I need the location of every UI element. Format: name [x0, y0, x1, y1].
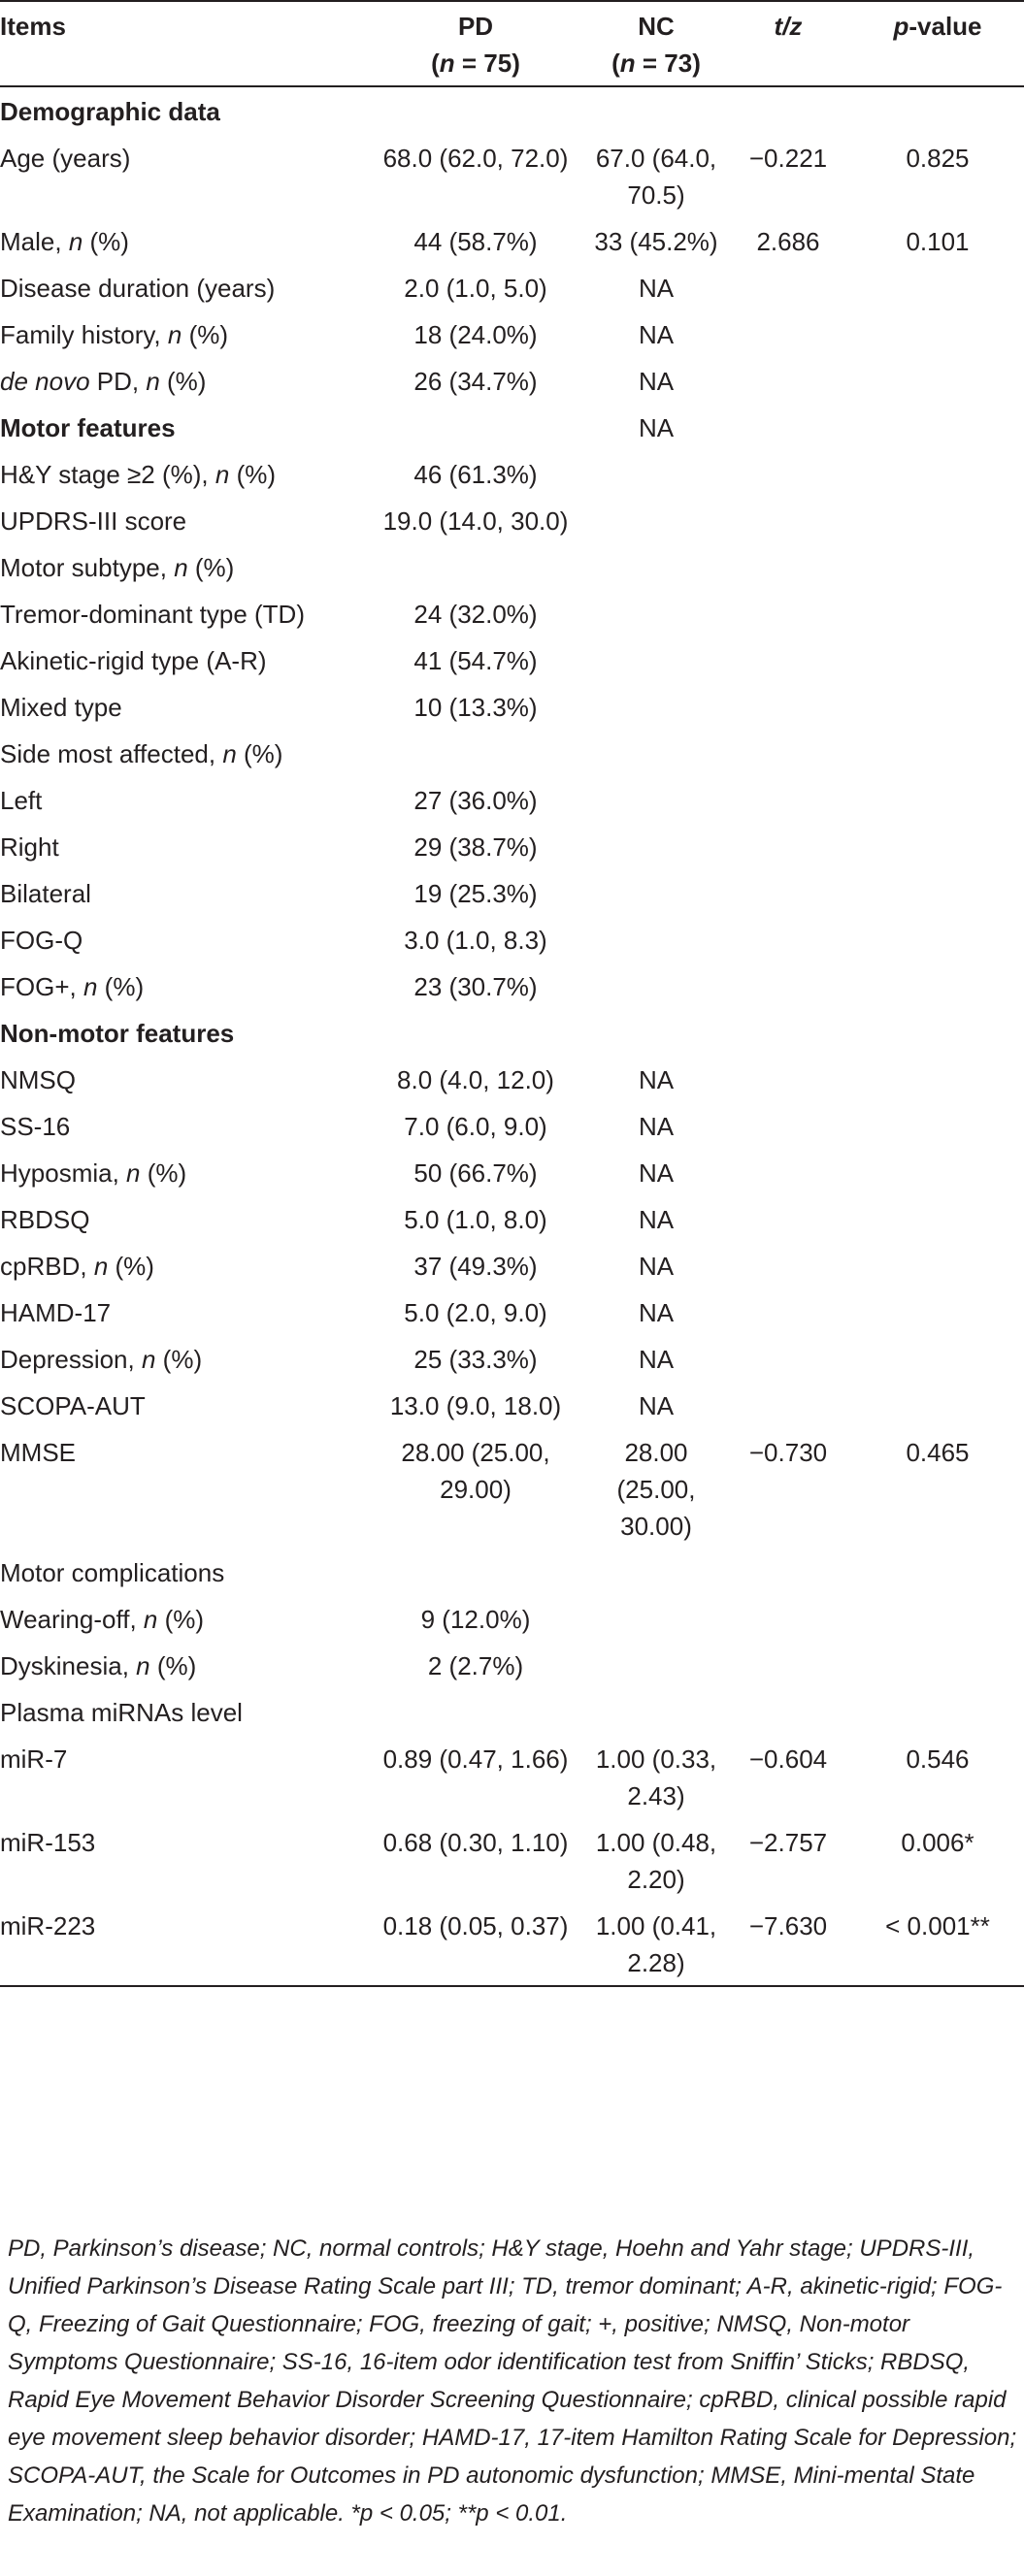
nc-value	[587, 497, 725, 543]
nc-value: NA	[638, 413, 675, 442]
nc-value: NA	[638, 1252, 675, 1281]
pd-value: 2 (2.7%)	[427, 1651, 524, 1680]
tz-value	[725, 1642, 851, 1688]
row-label	[0, 1288, 364, 1335]
nc-value: 1.00 (0.48, 2.20)	[595, 1828, 717, 1894]
table-row	[0, 450, 1024, 497]
row-label	[0, 543, 364, 590]
pd-value: 25 (33.3%)	[413, 1345, 538, 1374]
row-label-suffix: (%)	[149, 1651, 197, 1680]
tz-value	[725, 823, 851, 869]
nc-value: 28.00 (25.00, 30.00)	[616, 1438, 696, 1541]
row-label-suffix: (%)	[159, 367, 207, 396]
row-label	[0, 1056, 364, 1102]
tz-value: 2.686	[756, 227, 820, 256]
row-label	[0, 683, 364, 730]
pd-value: 50 (66.7%)	[413, 1158, 538, 1188]
tz-value	[725, 1102, 851, 1149]
tz-value	[725, 1595, 851, 1642]
table-row	[0, 823, 1024, 869]
pd-value: 3.0 (1.0, 8.3)	[404, 926, 547, 955]
table-row	[0, 1428, 1024, 1549]
table-row	[0, 1688, 1024, 1735]
pd-value: 8.0 (4.0, 12.0)	[397, 1065, 554, 1094]
nc-value	[587, 1549, 725, 1595]
p-value	[851, 497, 1024, 543]
pd-value: 5.0 (1.0, 8.0)	[404, 1205, 547, 1234]
row-label-suffix: (%)	[140, 1158, 187, 1188]
pd-value: 13.0 (9.0, 18.0)	[389, 1391, 562, 1420]
nc-value: NA	[638, 1158, 675, 1188]
row-label-suffix: (%)	[236, 739, 283, 768]
row-label	[0, 962, 364, 1009]
row-label-suffix: (%)	[155, 1345, 203, 1374]
header-items-text: Items	[0, 12, 66, 41]
tz-value	[725, 1009, 851, 1056]
header-pd-n-prefix: (	[431, 49, 440, 78]
row-label-text: Side most affected,	[0, 739, 223, 768]
nc-value	[587, 776, 725, 823]
row-label-italic: n	[136, 1651, 150, 1680]
tz-value	[725, 1056, 851, 1102]
row-label-italic: n	[93, 1252, 109, 1281]
pd-value: 19.0 (14.0, 30.0)	[382, 506, 569, 536]
row-label-text: Family history,	[0, 320, 168, 349]
pd-value: 27 (36.0%)	[413, 786, 538, 815]
nc-value: 67.0 (64.0, 70.5)	[595, 144, 717, 210]
header-row	[0, 1, 1024, 86]
tz-value	[725, 590, 851, 636]
nc-value: NA	[638, 320, 675, 349]
pd-value	[364, 404, 587, 450]
p-value	[851, 1288, 1024, 1335]
pd-value: 5.0 (2.0, 9.0)	[404, 1298, 547, 1327]
pd-value: 26 (34.7%)	[413, 367, 538, 396]
p-value	[851, 86, 1024, 134]
p-value	[851, 962, 1024, 1009]
row-label	[0, 636, 364, 683]
row-label	[0, 404, 364, 450]
tz-value	[725, 357, 851, 404]
row-label-text: cpRBD,	[0, 1252, 94, 1281]
tz-value	[725, 497, 851, 543]
nc-value: 1.00 (0.41, 2.28)	[595, 1911, 717, 1977]
table-row	[0, 636, 1024, 683]
nc-value	[587, 1642, 725, 1688]
table-header	[0, 1, 1024, 86]
tz-value	[725, 1688, 851, 1735]
row-label-suffix: (%)	[187, 553, 235, 582]
table-row	[0, 404, 1024, 450]
p-value	[851, 1595, 1024, 1642]
tz-value	[725, 776, 851, 823]
table-row	[0, 1818, 1024, 1902]
row-label-italic: n	[83, 972, 98, 1001]
pd-value: 7.0 (6.0, 9.0)	[404, 1112, 547, 1141]
row-label-text: HAMD-17	[0, 1298, 112, 1327]
nc-value	[587, 962, 725, 1009]
row-label-italic: n	[141, 1345, 156, 1374]
row-label-text: Non-motor features	[0, 1019, 235, 1048]
table-footnote: PD, Parkinson’s disease; NC, normal controls; H&Y stage, Hoehn and Yahr stage; UPDRS-III, Unified Parkinson’s Disease Rating Scale part III; TD, tremor dominant; A-R, akinetic-rigid; FOG-Q, Freezing of Gait Questionnaire; FOG, freezing of gait; +, positive; NMSQ, Non-motor Symptoms Questionnaire; SS-16, 16-item odor identification test from Sniffin’ Sticks; RBDSQ, Rapid Eye Movement Behavior Disorder Screening Questionnaire; cpRBD, clinical possible rapid eye movement sleep behavior disorder; HAMD-17, 17-item Hamilton Rating Scale for Depression; SCOPA-AUT, the Scale for Outcomes in PD autonomic dysfunction; MMSE, Mini-mental State Examination; NA, not applicable. *p < 0.05; **p < 0.01.	[8, 2235, 1017, 2527]
p-value: 0.825	[906, 144, 970, 173]
pd-value	[364, 1688, 587, 1735]
row-label-text: miR-7	[0, 1745, 68, 1774]
row-label-italic: n	[167, 320, 182, 349]
header-nc	[587, 1, 725, 86]
pd-value: 28.00 (25.00, 29.00)	[401, 1438, 550, 1504]
row-label-text: SCOPA-AUT	[0, 1391, 146, 1420]
row-label	[0, 264, 364, 310]
row-label	[0, 1902, 364, 1986]
p-value	[851, 869, 1024, 916]
table-row	[0, 217, 1024, 264]
pd-value	[364, 730, 587, 776]
table-row	[0, 1195, 1024, 1242]
row-label-text: Motor complications	[0, 1558, 225, 1587]
table-row	[0, 86, 1024, 134]
row-label-prefix-italic: de novo	[0, 367, 90, 396]
row-label-text: Hyposmia,	[0, 1158, 127, 1188]
row-label	[0, 1335, 364, 1382]
nc-value	[587, 683, 725, 730]
header-nc-text: NC	[638, 12, 675, 41]
row-label	[0, 1549, 364, 1595]
p-value	[851, 1382, 1024, 1428]
table-row	[0, 683, 1024, 730]
p-value	[851, 404, 1024, 450]
nc-value: NA	[638, 274, 675, 303]
row-label-suffix: (%)	[83, 227, 129, 256]
p-value	[851, 776, 1024, 823]
row-label-suffix: (%)	[229, 460, 277, 489]
header-nc-n-prefix: (	[611, 49, 620, 78]
table-body	[0, 86, 1024, 1986]
row-label	[0, 497, 364, 543]
row-label-text: FOG-Q	[0, 926, 83, 955]
row-label	[0, 450, 364, 497]
row-label	[0, 1688, 364, 1735]
row-label	[0, 1102, 364, 1149]
row-label-text: Left	[0, 786, 43, 815]
nc-value	[587, 636, 725, 683]
row-label-italic: n	[146, 367, 160, 396]
p-value	[851, 590, 1024, 636]
nc-value	[587, 869, 725, 916]
row-label-text: Wearing-off,	[0, 1605, 144, 1634]
row-label	[0, 1818, 364, 1902]
row-label-italic: n	[215, 460, 230, 489]
nc-value: NA	[638, 1205, 675, 1234]
row-label-text: RBDSQ	[0, 1205, 90, 1234]
row-label-text: Male,	[0, 227, 69, 256]
header-tz-text: t/z	[774, 12, 803, 41]
nc-value: NA	[638, 1298, 675, 1327]
table-row	[0, 590, 1024, 636]
row-label-text: SS-16	[0, 1112, 71, 1141]
pd-value: 10 (13.3%)	[413, 693, 538, 722]
row-label-text: Depression,	[0, 1345, 142, 1374]
row-label-text: PD,	[89, 367, 147, 396]
table-row	[0, 869, 1024, 916]
row-label-text: UPDRS-III score	[0, 506, 187, 536]
table-row	[0, 1549, 1024, 1595]
nc-value: 33 (45.2%)	[594, 227, 718, 256]
p-value	[851, 730, 1024, 776]
p-value: 0.546	[906, 1745, 970, 1774]
tz-value	[725, 264, 851, 310]
row-label-italic: n	[222, 739, 237, 768]
p-value: < 0.001**	[885, 1911, 990, 1940]
tz-value: −0.730	[748, 1438, 828, 1467]
row-label	[0, 823, 364, 869]
header-pd-text: PD	[457, 12, 494, 41]
tz-value	[725, 86, 851, 134]
p-value	[851, 1009, 1024, 1056]
pd-value: 29 (38.7%)	[413, 832, 538, 862]
row-label-text: miR-223	[0, 1911, 96, 1940]
table-row	[0, 1056, 1024, 1102]
p-value	[851, 264, 1024, 310]
tz-value	[725, 1549, 851, 1595]
header-tz	[725, 1, 851, 86]
row-label-text: FOG+,	[0, 972, 83, 1001]
nc-value: NA	[638, 1112, 675, 1141]
tz-value	[725, 1288, 851, 1335]
table-row	[0, 1335, 1024, 1382]
nc-value	[587, 823, 725, 869]
row-label-text: Mixed type	[0, 693, 122, 722]
p-value	[851, 1056, 1024, 1102]
pd-value	[364, 1549, 587, 1595]
table-row	[0, 1149, 1024, 1195]
p-value	[851, 543, 1024, 590]
row-label	[0, 1009, 364, 1056]
header-nc-n-var: n	[619, 49, 636, 78]
row-label-text: Motor subtype,	[0, 553, 175, 582]
row-label-text: Bilateral	[0, 879, 91, 908]
table-row	[0, 1735, 1024, 1818]
row-label-italic: n	[174, 553, 188, 582]
header-pd	[364, 1, 587, 86]
row-label-italic: n	[68, 227, 83, 256]
table-row	[0, 962, 1024, 1009]
nc-value	[587, 543, 725, 590]
pd-value	[364, 1009, 587, 1056]
row-label	[0, 1242, 364, 1288]
row-label-text: Plasma miRNAs level	[0, 1698, 243, 1727]
table-row	[0, 357, 1024, 404]
row-label	[0, 916, 364, 962]
pd-value: 19 (25.3%)	[413, 879, 538, 908]
row-label	[0, 1195, 364, 1242]
table-row	[0, 1642, 1024, 1688]
pd-value: 0.18 (0.05, 0.37)	[382, 1911, 569, 1940]
row-label	[0, 730, 364, 776]
nc-value	[587, 916, 725, 962]
tz-value	[725, 730, 851, 776]
p-value	[851, 1335, 1024, 1382]
row-label-text: H&Y stage ≥2 (%),	[0, 460, 215, 489]
tz-value	[725, 916, 851, 962]
row-label-suffix: (%)	[157, 1605, 205, 1634]
table-row	[0, 916, 1024, 962]
row-label	[0, 869, 364, 916]
row-label	[0, 310, 364, 357]
header-pvalue	[851, 1, 1024, 86]
p-value: 0.006*	[901, 1828, 974, 1857]
nc-value	[587, 86, 725, 134]
pd-value: 9 (12.0%)	[420, 1605, 531, 1634]
p-value	[851, 357, 1024, 404]
tz-value	[725, 543, 851, 590]
table-row	[0, 1009, 1024, 1056]
header-nc-n-value: = 73)	[635, 49, 701, 78]
nc-value: NA	[638, 1065, 675, 1094]
tz-value	[725, 1242, 851, 1288]
row-label-suffix: (%)	[182, 320, 229, 349]
p-value: 0.101	[906, 227, 970, 256]
row-label-text: NMSQ	[0, 1065, 76, 1094]
row-label	[0, 1149, 364, 1195]
nc-value: NA	[638, 1391, 675, 1420]
nc-value	[587, 590, 725, 636]
row-label	[0, 217, 364, 264]
nc-value	[587, 1595, 725, 1642]
row-label	[0, 1735, 364, 1818]
pd-value: 23 (30.7%)	[413, 972, 538, 1001]
pd-value: 0.68 (0.30, 1.10)	[382, 1828, 569, 1857]
p-value	[851, 1242, 1024, 1288]
p-value	[851, 916, 1024, 962]
tz-value	[725, 404, 851, 450]
row-label-text: MMSE	[0, 1438, 76, 1467]
p-value	[851, 1195, 1024, 1242]
table-row	[0, 1242, 1024, 1288]
tz-value	[725, 869, 851, 916]
pd-value: 18 (24.0%)	[413, 320, 538, 349]
table-row	[0, 1102, 1024, 1149]
nc-value	[587, 1009, 725, 1056]
row-label-text: miR-153	[0, 1828, 96, 1857]
pd-value: 37 (49.3%)	[413, 1252, 538, 1281]
tz-value	[725, 450, 851, 497]
row-label	[0, 1595, 364, 1642]
p-value	[851, 1688, 1024, 1735]
row-label-text: Tremor-dominant type (TD)	[0, 600, 305, 629]
tz-value: −7.630	[748, 1911, 828, 1940]
tz-value	[725, 636, 851, 683]
tz-value	[725, 1335, 851, 1382]
table-row	[0, 1595, 1024, 1642]
row-label-text: Disease duration (years)	[0, 274, 276, 303]
table-row	[0, 497, 1024, 543]
pd-value: 41 (54.7%)	[413, 646, 538, 675]
tz-value	[725, 962, 851, 1009]
pd-value	[364, 86, 587, 134]
p-value	[851, 683, 1024, 730]
row-label	[0, 590, 364, 636]
tz-value	[725, 1195, 851, 1242]
pd-value: 68.0 (62.0, 72.0)	[382, 144, 569, 173]
row-label-text: Right	[0, 832, 59, 862]
pd-value: 0.89 (0.47, 1.66)	[382, 1745, 569, 1774]
table-row	[0, 310, 1024, 357]
p-value	[851, 1149, 1024, 1195]
row-label	[0, 1642, 364, 1688]
nc-value: NA	[638, 1345, 675, 1374]
header-pvalue-p: p	[893, 12, 909, 41]
table-row	[0, 1902, 1024, 1986]
table-row	[0, 730, 1024, 776]
table-row	[0, 264, 1024, 310]
p-value	[851, 450, 1024, 497]
row-label	[0, 134, 364, 217]
row-label-suffix: (%)	[97, 972, 145, 1001]
p-value	[851, 1642, 1024, 1688]
p-value: 0.465	[906, 1438, 970, 1467]
row-label	[0, 776, 364, 823]
header-pd-n-var: n	[439, 49, 455, 78]
row-label-text: Age (years)	[0, 144, 131, 173]
p-value	[851, 310, 1024, 357]
pd-value: 46 (61.3%)	[413, 460, 538, 489]
row-label-text: Motor features	[0, 413, 176, 442]
p-value	[851, 1102, 1024, 1149]
pd-value	[364, 543, 587, 590]
header-pvalue-rest: -value	[908, 12, 982, 41]
row-label	[0, 1382, 364, 1428]
row-label-italic: n	[143, 1605, 158, 1634]
tz-value: −2.757	[748, 1828, 828, 1857]
pd-value: 44 (58.7%)	[413, 227, 538, 256]
table-row	[0, 1382, 1024, 1428]
row-label-text: Dyskinesia,	[0, 1651, 137, 1680]
nc-value	[587, 1688, 725, 1735]
tz-value	[725, 310, 851, 357]
nc-value	[587, 450, 725, 497]
row-label	[0, 86, 364, 134]
tz-value	[725, 683, 851, 730]
table-row	[0, 543, 1024, 590]
table-row	[0, 134, 1024, 217]
row-label-italic: n	[126, 1158, 141, 1188]
row-label-text: Akinetic-rigid type (A-R)	[0, 646, 267, 675]
header-pd-n-value: = 75)	[454, 49, 520, 78]
nc-value: 1.00 (0.33, 2.43)	[595, 1745, 717, 1810]
tz-value: −0.604	[748, 1745, 828, 1774]
table-row	[0, 776, 1024, 823]
pd-value: 24 (32.0%)	[413, 600, 538, 629]
p-value	[851, 1549, 1024, 1595]
table-row	[0, 1288, 1024, 1335]
pd-value: 2.0 (1.0, 5.0)	[404, 274, 547, 303]
tz-value	[725, 1149, 851, 1195]
row-label	[0, 1428, 364, 1549]
p-value	[851, 823, 1024, 869]
nc-value	[587, 730, 725, 776]
tz-value	[725, 1382, 851, 1428]
header-items	[0, 1, 364, 86]
nc-value: NA	[638, 367, 675, 396]
row-label	[0, 357, 364, 404]
p-value	[851, 636, 1024, 683]
row-label-text: Demographic data	[0, 97, 220, 126]
row-label-suffix: (%)	[108, 1252, 154, 1281]
tz-value: −0.221	[748, 144, 828, 173]
